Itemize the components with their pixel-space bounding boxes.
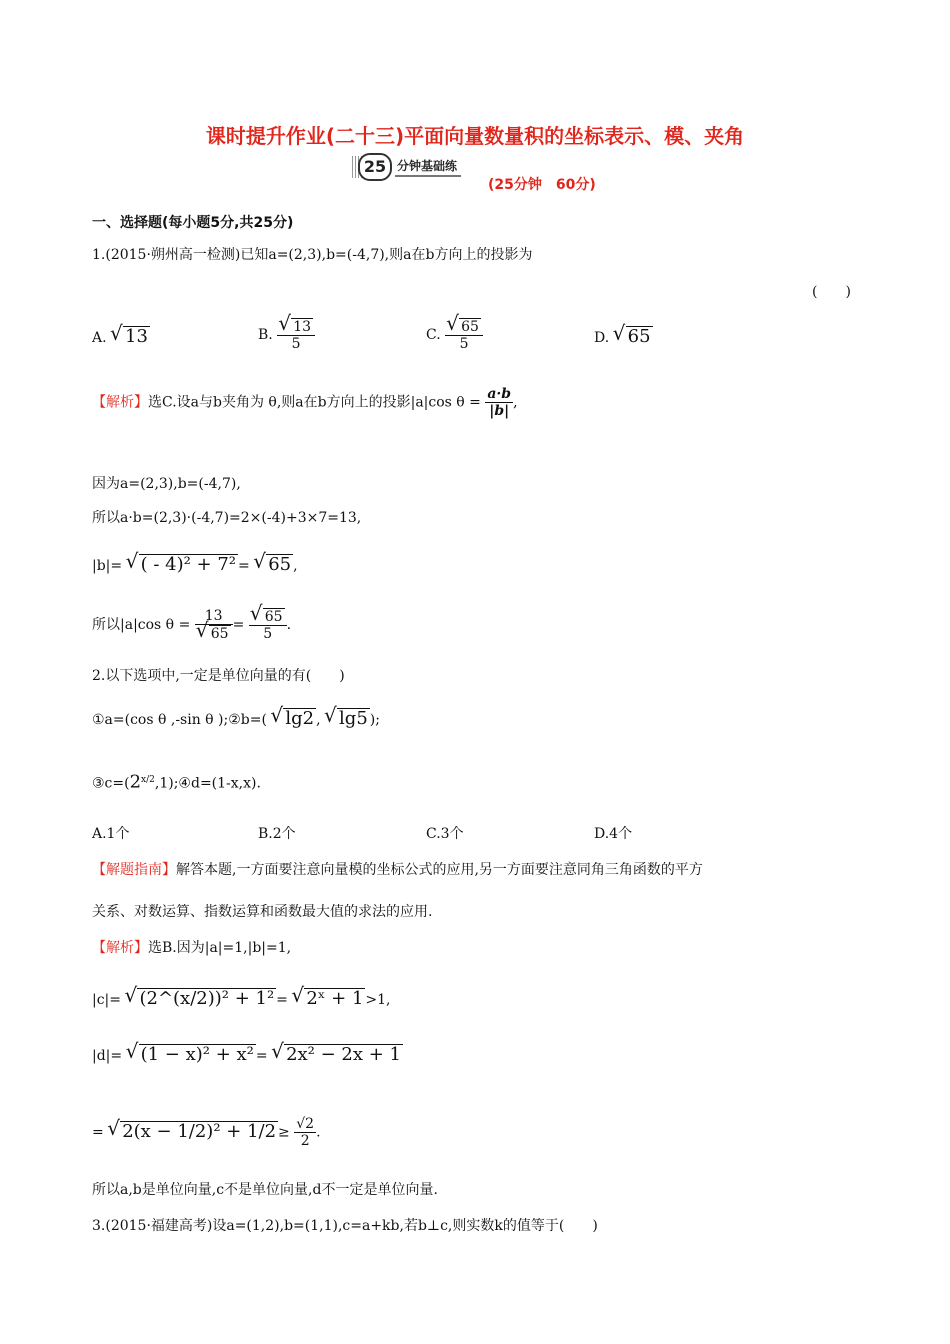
jiexi-tag: 【解析】 — [92, 940, 148, 956]
q1-option-c — [426, 318, 483, 352]
radical: √ lg5 — [337, 708, 370, 729]
frac-den: 5 — [459, 336, 469, 352]
expr-suffix: >1, — [365, 992, 391, 1008]
comma: , — [293, 558, 298, 574]
q2-modulus-d — [92, 1044, 403, 1066]
q2-option-c: C.3个 — [426, 826, 464, 842]
expr-suffix: ,1);④d=(1-x,x). — [154, 775, 261, 792]
period: . — [286, 617, 292, 633]
q2-guide-line2: 关系、对数运算、指数运算和函数最大值的求法的应用. — [92, 904, 433, 920]
radical: √ (1 − x)² + x² — [139, 1044, 256, 1065]
projection-fraction — [485, 386, 513, 419]
guide-tag: 【解题指南】 — [92, 862, 176, 878]
jiexi-text: 选B.因为|a|=1,|b|=1, — [148, 940, 292, 956]
option-label: D. — [594, 330, 610, 346]
option-label: B. — [258, 327, 273, 343]
section-heading: 一、选择题(每小题5分,共25分) — [92, 215, 294, 231]
q3-stem: 3.(2015·福建高考)设a=(1,2),b=(1,1),c=a+kb,若b⊥c,则实数k的值等于( ) — [92, 1218, 598, 1234]
q2-option-a: A.1个 — [92, 826, 130, 842]
q2-item-1-2 — [92, 708, 380, 730]
jiexi-tag: 【解析】 — [92, 394, 148, 411]
q1-option-a — [92, 326, 150, 348]
expr-prefix: ③c=( — [92, 775, 130, 792]
expr-prefix: |b|= — [92, 558, 123, 574]
expr-suffix: ); — [369, 712, 380, 728]
option-label: A. — [92, 330, 107, 346]
radical-result: √ 65 — [266, 554, 293, 575]
equals: = — [255, 1048, 268, 1064]
frac-num: √ 65 — [459, 318, 481, 335]
q2-modulus-c — [92, 988, 391, 1010]
expr-prefix: ①a=(cos θ ,-sin θ );②b=( — [92, 712, 267, 728]
frac-den: 5 — [291, 336, 301, 352]
radical: √ lg2 — [283, 708, 316, 729]
q1-answer-paren: ( ) — [812, 284, 851, 300]
frac-den: 5 — [263, 626, 273, 642]
q1-solution-line2: 因为a=(2,3),b=(-4,7), — [92, 476, 241, 492]
frac-num: √ 13 — [291, 318, 313, 335]
equals: = — [92, 1124, 104, 1141]
radical: √ 2(x − 1/2)² + 1/2 — [120, 1121, 278, 1142]
fraction — [294, 1116, 316, 1149]
radical: √ 2x² − 2x + 1 — [284, 1044, 403, 1065]
guide-text: 解答本题,一方面要注意向量模的坐标公式的应用,另一方面要注意同角三角函数的平方 — [176, 862, 703, 878]
q1-option-d — [594, 326, 653, 348]
comma: , — [316, 712, 321, 728]
fraction-2 — [249, 608, 287, 642]
radical: √ 2ˣ + 1 — [304, 988, 365, 1009]
expr-prefix: |c|= — [92, 992, 122, 1008]
q1-stem: 1.(2015·朔州高一检测)已知a=(2,3),b=(-4,7),则a在b方向上的投影为 — [92, 247, 533, 263]
option-fraction — [445, 318, 483, 352]
section-badge — [352, 154, 461, 180]
power-exponent: x/2 — [141, 775, 155, 785]
option-fraction — [277, 318, 315, 352]
frac-num: √ 65 — [263, 608, 285, 625]
q2-solution-line1 — [92, 938, 291, 958]
q2-modulus-d-bound — [92, 1116, 321, 1149]
time-note: (25分钟 60分) — [488, 177, 596, 193]
q2-option-b: B.2个 — [258, 826, 296, 842]
equals: = — [276, 992, 288, 1008]
fraction-1 — [195, 608, 233, 642]
q2-guide-line1 — [92, 860, 703, 880]
page-title: 课时提升作业(二十三)平面向量数量积的坐标表示、模、夹角 — [205, 124, 745, 148]
radical: √ (2^(x/2))² + 1² — [137, 988, 276, 1009]
jiexi-text: 选C.设a与b夹角为 θ,则a在b方向上的投影|a|cos θ = — [148, 394, 481, 411]
expr-prefix: 所以|a|cos θ = — [92, 617, 191, 633]
power-base: 2 — [129, 771, 142, 793]
period: . — [316, 1124, 321, 1141]
q2-stem: 2.以下选项中,一定是单位向量的有( ) — [92, 668, 345, 684]
expr-prefix: |d|= — [92, 1048, 123, 1064]
q2-conclusion: 所以a,b是单位向量,c不是单位向量,d不一定是单位向量. — [92, 1182, 438, 1198]
option-sqrt: √ 13 — [123, 326, 150, 347]
q1-solution-line3: 所以a·b=(2,3)·(-4,7)=2×(-4)+3×7=13, — [92, 510, 362, 526]
q1-option-b — [258, 318, 315, 352]
q1-solution-line5 — [92, 608, 291, 642]
q1-solution-line4 — [92, 554, 298, 576]
badge-number: 25 — [358, 153, 392, 181]
geq: ≥ — [278, 1124, 290, 1141]
q2-option-d: D.4个 — [594, 826, 633, 842]
frac-den: |b| — [489, 403, 510, 419]
frac-den: 2 — [300, 1133, 310, 1149]
badge-label: 分钟基础练 — [395, 157, 461, 177]
frac-num: √2 — [296, 1116, 315, 1132]
frac-den: √ 65 — [209, 625, 231, 642]
option-sqrt: √ 65 — [626, 326, 653, 347]
equals: = — [238, 558, 250, 574]
frac-num: a·b — [487, 386, 512, 402]
option-label: C. — [426, 327, 441, 343]
equals: = — [232, 617, 245, 633]
radical: √ ( - 4)² + 7² — [139, 554, 238, 575]
q2-item-3-4 — [92, 770, 261, 794]
frac-num: 13 — [195, 608, 233, 625]
q1-solution-line1 — [92, 386, 518, 419]
comma: , — [513, 394, 518, 411]
